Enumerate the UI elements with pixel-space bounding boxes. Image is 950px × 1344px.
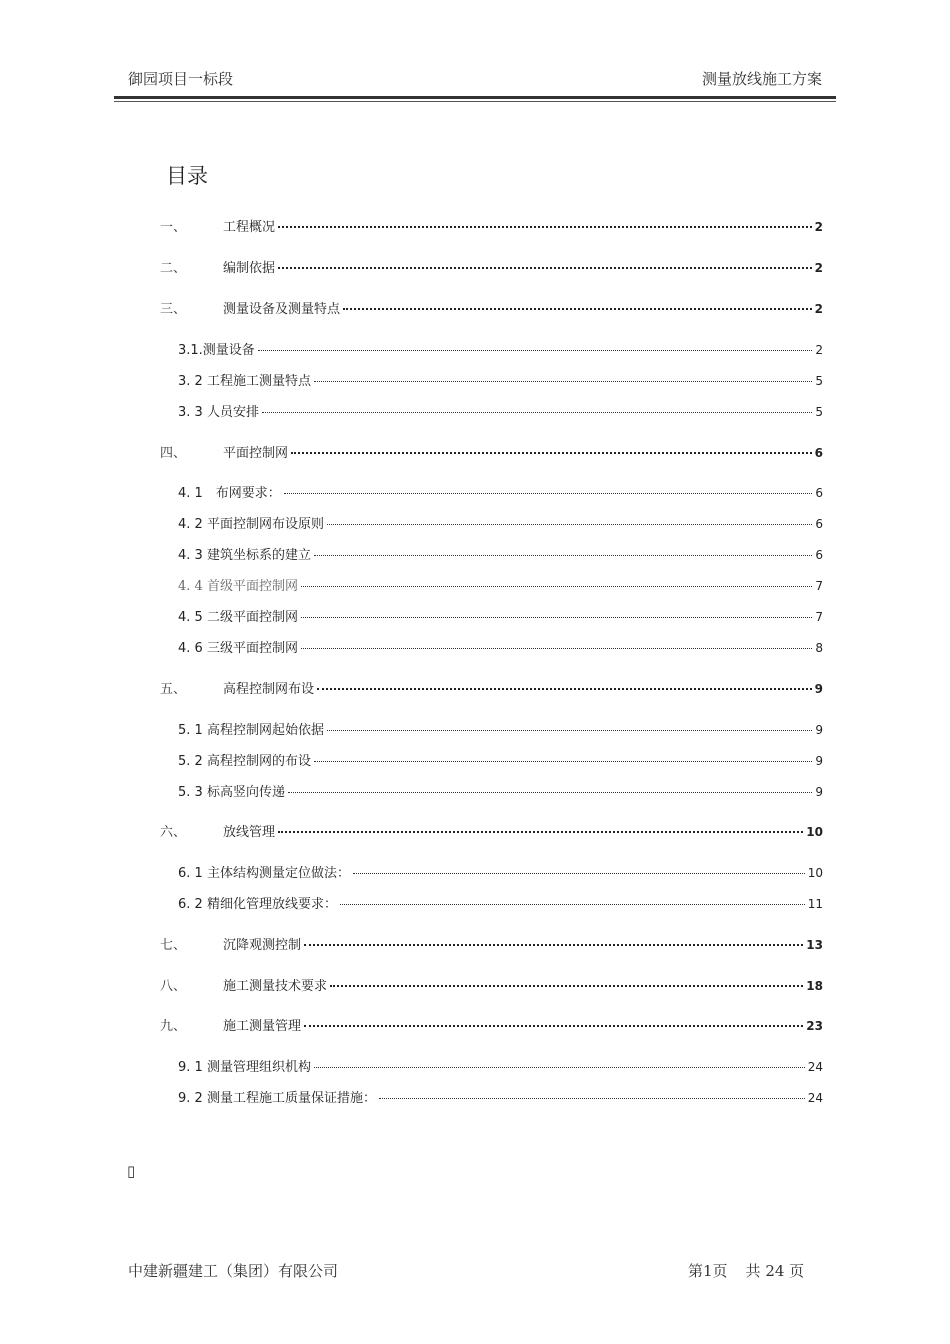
- toc-entry-label: 施工测量技术要求: [223, 979, 328, 994]
- toc-entry-label: 高程控制网布设: [223, 682, 315, 697]
- toc-entry-page: 9: [815, 723, 823, 737]
- toc-title: 目录: [166, 164, 208, 188]
- toc-entry-label: 平面控制网: [223, 446, 289, 461]
- toc-entry-label: 编制依据: [223, 261, 276, 276]
- toc-entry[interactable]: [178, 1087, 823, 1105]
- toc-dot-leader: [278, 831, 803, 833]
- toc-entry-label: 4. 3 建筑坐标系的建立: [178, 548, 311, 563]
- toc-entry-number: 二、: [160, 261, 187, 276]
- toc-entry-label: 5. 3 标高竖向传递: [178, 785, 285, 800]
- toc-entry[interactable]: [160, 1015, 823, 1033]
- toc-entry-number: 四、: [160, 446, 187, 461]
- toc-entry-label: 6. 1 主体结构测量定位做法：: [178, 866, 350, 881]
- toc-entry[interactable]: [160, 257, 823, 275]
- toc-entry[interactable]: [178, 401, 823, 419]
- toc-dot-leader: [343, 308, 812, 310]
- toc-entry[interactable]: [178, 862, 823, 880]
- toc-entry-page: 5: [815, 405, 823, 419]
- toc-dot-leader: [278, 226, 812, 228]
- toc-entry-page: 9: [815, 754, 823, 768]
- toc-dot-leader: [314, 381, 812, 382]
- toc-entry-page: 10: [807, 866, 823, 880]
- header-rule-thick: [114, 96, 836, 99]
- toc-entry[interactable]: [178, 893, 823, 911]
- toc-dot-leader: [330, 985, 803, 987]
- toc-entry-page: 6: [815, 548, 823, 562]
- toc-dot-leader: [291, 452, 812, 454]
- toc-entry-page: 6: [815, 486, 823, 500]
- toc-entry-label: 5. 1 高程控制网起始依据: [178, 723, 324, 738]
- toc-entry-label: 9. 1 测量管理组织机构: [178, 1060, 311, 1075]
- toc-entry-page: 9: [815, 785, 823, 799]
- toc-entry-page: 10: [806, 825, 823, 839]
- toc-entry-label: 4. 1 布网要求：: [178, 486, 281, 501]
- toc-entry-number: 三、: [160, 302, 187, 317]
- toc-dot-leader: [301, 586, 812, 587]
- toc-entry-page: 5: [815, 374, 823, 388]
- toc-entry[interactable]: [178, 750, 823, 768]
- toc-dot-leader: [314, 761, 812, 762]
- toc-dot-leader: [284, 493, 813, 494]
- footer-page-total: 共 24 页: [745, 1262, 805, 1280]
- toc-dot-leader: [258, 350, 813, 351]
- toc-entry-page: 2: [814, 261, 823, 275]
- toc-entry[interactable]: [160, 298, 823, 316]
- footer-page-current: 第1页: [688, 1262, 728, 1280]
- toc-entry-page: 18: [806, 979, 823, 993]
- toc-entry[interactable]: [178, 781, 823, 799]
- toc-dot-leader: [304, 944, 803, 946]
- toc-dot-leader: [340, 904, 805, 905]
- toc-entry-label: 3.1.测量设备: [178, 343, 255, 358]
- toc-entry-page: 6: [815, 517, 823, 531]
- toc-entry-page: 2: [815, 343, 823, 357]
- toc-entry-label: 沉降观测控制: [223, 938, 302, 953]
- toc-entry-page: 9: [814, 682, 823, 696]
- toc-entry-page: 6: [814, 446, 823, 460]
- toc-entry[interactable]: [178, 544, 823, 562]
- toc-entry-number: 五、: [160, 682, 187, 697]
- toc-entry-number: 一、: [160, 220, 187, 235]
- toc-dot-leader: [379, 1098, 805, 1099]
- toc-entry-page: 11: [807, 897, 823, 911]
- stray-paragraph-mark: ▯: [127, 1162, 136, 1180]
- toc-entry-page: 23: [806, 1019, 823, 1033]
- toc-entry-label: 测量设备及测量特点: [223, 302, 341, 317]
- toc-entry[interactable]: [178, 719, 823, 737]
- footer-page-info: [688, 1260, 804, 1281]
- toc-entry-number: 八、: [160, 979, 187, 994]
- toc-entry[interactable]: [178, 606, 823, 624]
- toc-dot-leader: [317, 688, 812, 690]
- toc-entry[interactable]: [160, 442, 823, 460]
- toc-entry-label: 4. 5 二级平面控制网: [178, 610, 298, 625]
- toc-entry-page: 24: [807, 1091, 823, 1105]
- toc-entry[interactable]: [160, 821, 823, 839]
- toc-dot-leader: [301, 617, 812, 618]
- toc-entry-number: 六、: [160, 825, 187, 840]
- toc-entry[interactable]: [178, 482, 823, 500]
- footer-company: 中建新疆建工（集团）有限公司: [128, 1262, 339, 1280]
- toc-entry-number: 九、: [160, 1019, 187, 1034]
- toc-dot-leader: [327, 524, 812, 525]
- toc-entry[interactable]: [160, 934, 823, 952]
- toc-entry-page: 2: [814, 220, 823, 234]
- toc-entry[interactable]: [178, 339, 823, 357]
- toc-entry-label: 3. 3 人员安排: [178, 405, 259, 420]
- toc-entry[interactable]: [178, 1056, 823, 1074]
- toc-entry-label: 施工测量管理: [223, 1019, 302, 1034]
- toc-entry-page: 8: [815, 641, 823, 655]
- toc-entry-label: 3. 2 工程施工测量特点: [178, 374, 311, 389]
- toc-dot-leader: [301, 648, 812, 649]
- toc-dot-leader: [262, 412, 812, 413]
- header-rule-thin: [114, 101, 836, 102]
- toc-entry-label: 6. 2 精细化管理放线要求：: [178, 897, 337, 912]
- toc-dot-leader: [314, 1067, 805, 1068]
- toc-entry[interactable]: [178, 513, 823, 531]
- toc-entry-label: 4. 4 首级平面控制网: [178, 579, 298, 594]
- toc-entry[interactable]: [178, 637, 823, 655]
- toc-entry-label: 4. 2 平面控制网布设原则: [178, 517, 324, 532]
- toc-entry-label: 4. 6 三级平面控制网: [178, 641, 298, 656]
- toc-dot-leader: [327, 730, 812, 731]
- toc-entry-page: 2: [814, 302, 823, 316]
- header-document-title: 测量放线施工方案: [701, 70, 822, 88]
- toc-entry-label: 工程概况: [223, 220, 276, 235]
- toc-entry-page: 7: [815, 610, 823, 624]
- toc-dot-leader: [288, 792, 812, 793]
- toc-entry-label: 5. 2 高程控制网的布设: [178, 754, 311, 769]
- toc-dot-leader: [353, 873, 805, 874]
- toc-entry[interactable]: [160, 975, 823, 993]
- toc-entry[interactable]: [160, 678, 823, 696]
- toc-dot-leader: [304, 1025, 803, 1027]
- header-project-name: 御园项目一标段: [128, 70, 234, 88]
- toc-dot-leader: [314, 555, 812, 556]
- toc-entry-number: 七、: [160, 938, 187, 953]
- toc-dot-leader: [278, 267, 812, 269]
- toc-entry-page: 24: [807, 1060, 823, 1074]
- toc-entry-page: 7: [815, 579, 823, 593]
- toc-entry[interactable]: [178, 575, 823, 593]
- toc-entry-page: 13: [806, 938, 823, 952]
- toc-entry-label: 放线管理: [223, 825, 276, 840]
- toc-entry[interactable]: [160, 216, 823, 234]
- toc-entry[interactable]: [178, 370, 823, 388]
- toc-entry-label: 9. 2 测量工程施工质量保证措施：: [178, 1091, 376, 1106]
